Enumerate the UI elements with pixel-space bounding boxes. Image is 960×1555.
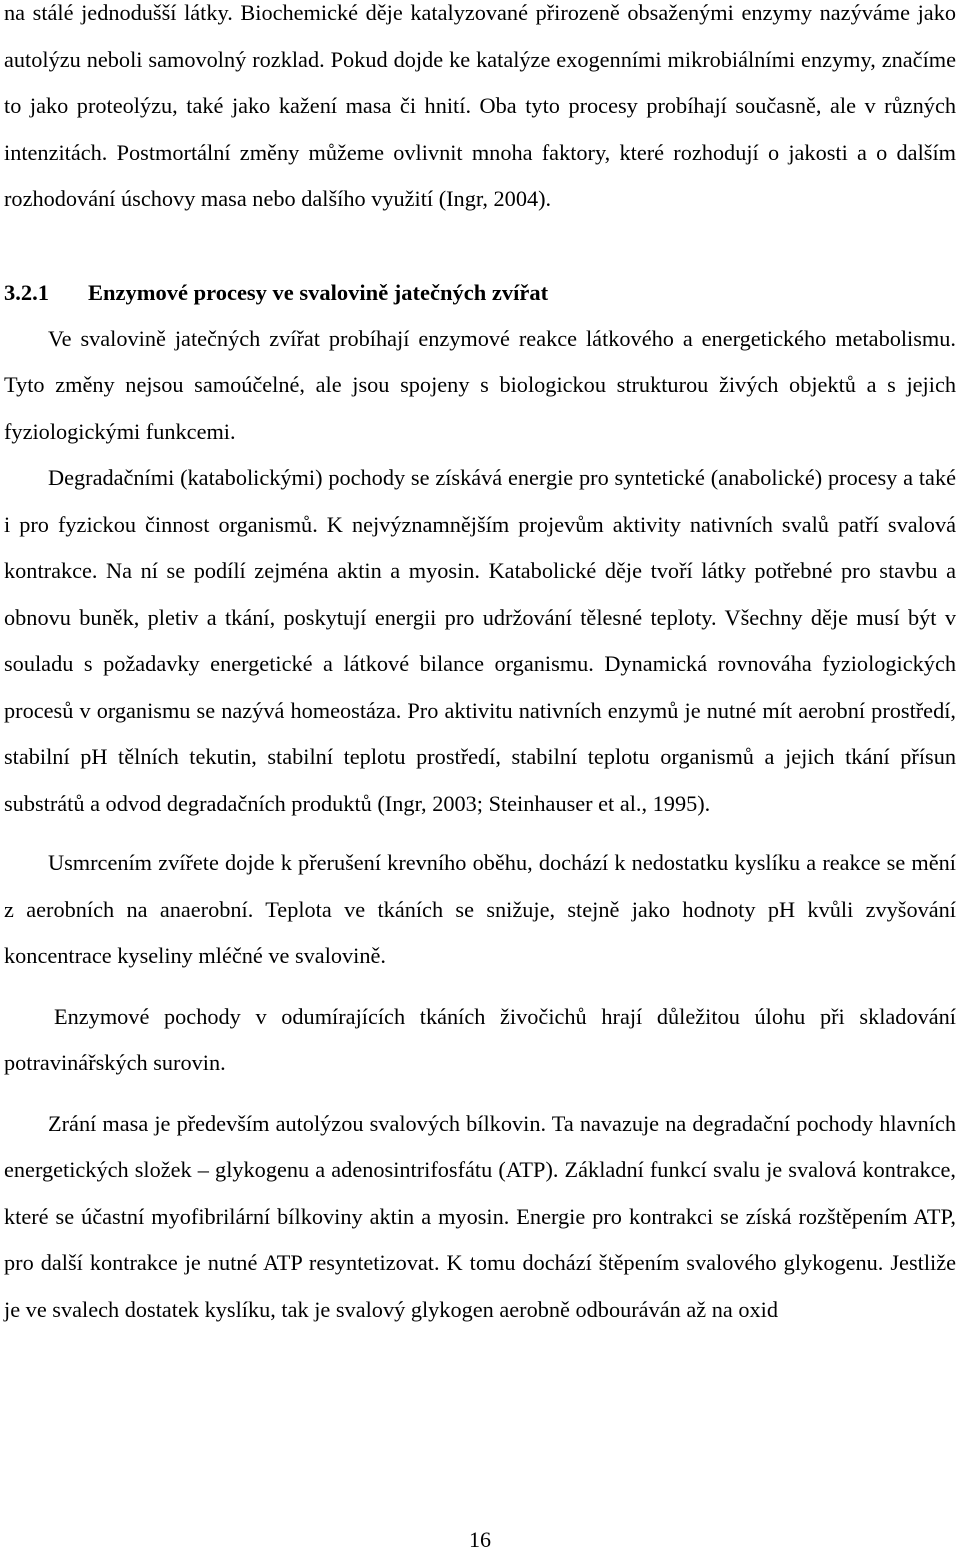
body-paragraph: Ve svalovině jatečných zvířat probíhají enzymové reakce látkového a energetického metabolismu. Tyto změny nejsou samoúčelné, ale jsou spojeny s biologickou strukturou živých objektů a s jejich fyziologickými funkcemi. — [4, 325, 956, 444]
document-page — [4, 0, 956, 1333]
page-number: 16 — [469, 1527, 491, 1552]
section-number: 3.2.1 — [4, 279, 49, 305]
body-paragraph: Enzymové pochody v odumírajících tkáních živočichů hrají důležitou úlohu při skladování potravinářských surovin. — [4, 1003, 956, 1075]
body-paragraph: Usmrcením zvířete dojde k přerušení krevního oběhu, dochází k nedostatku kyslíku a reakce se mění z aerobních na anaerobní. Teplota ve tkáních se snižuje, stejně jako hodnoty pH kvůli zvyšování koncentrace kyseliny mléčné ve svalovině. — [4, 850, 956, 968]
body-paragraph: Degradačními (katabolickými) pochody se získává energie pro syntetické (anabolické) procesy a také i pro fyzickou činnost organismů. K nejvýznamnějším projevům aktivity nativních svalů patří svalová kontrakce. Na ní se podílí zejména aktin a myosin. Katabolické děje tvoří látky potřebné pro stavbu a obnovu buněk, pletiv a tkání, poskytují energii pro udržování tělesné teploty. Všechny děje musí být v souladu s požadavky energetické a látkové bilance organismu. Dynamická rovnováha fyziologických procesů v organismu se nazývá homeostáza. Pro aktivitu nativních enzymů je nutné mít aerobní prostředí, stabilní pH tělních tekutin, stabilní teplotu prostředí, stabilní teplotu organismů a jejich tkání přísun substrátů a odvod degradačních produktů (Ingr, 2003; Steinhauser et al., 1995). — [4, 465, 956, 816]
body-paragraph: Zrání masa je především autolýzou svalových bílkovin. Ta navazuje na degradační pochody hlavních energetických složek – glykogenu a adenosintrifosfátu (ATP). Základní funkcí svalu je svalová kontrakce, které se účastní myofibrilární bílkoviny aktin a myosin. Energie pro kontrakci se získá rozštěpením ATP, pro další kontrakce je nutné ATP resyntetizovat. K tomu dochází štěpením svalového glykogenu. Jestliže je ve svalech dostatek kyslíku, tak je svalový glykogen aerobně odbouráván až na oxid — [4, 1110, 956, 1322]
section-heading — [4, 270, 956, 316]
intro-paragraph: na stálé jednodušší látky. Biochemické děje katalyzované přirozeně obsaženými enzymy nazýváme jako autolýzu neboli samovolný rozklad. Pokud dojde ke katalýze exogenními mikrobiálními enzymy, značíme to jako proteolýzu, také jako kažení masa či hnití. Oba tyto procesy probíhají současně, ale v různých intenzitách. Postmortální změny můžeme ovlivnit mnoha faktory, které rozhodují o jakosti a o dalším rozhodování úschovy masa nebo dalšího využití (Ingr, 2004). — [4, 0, 956, 211]
section-title: Enzymové procesy ve svalovině jatečných zvířat — [88, 279, 549, 305]
